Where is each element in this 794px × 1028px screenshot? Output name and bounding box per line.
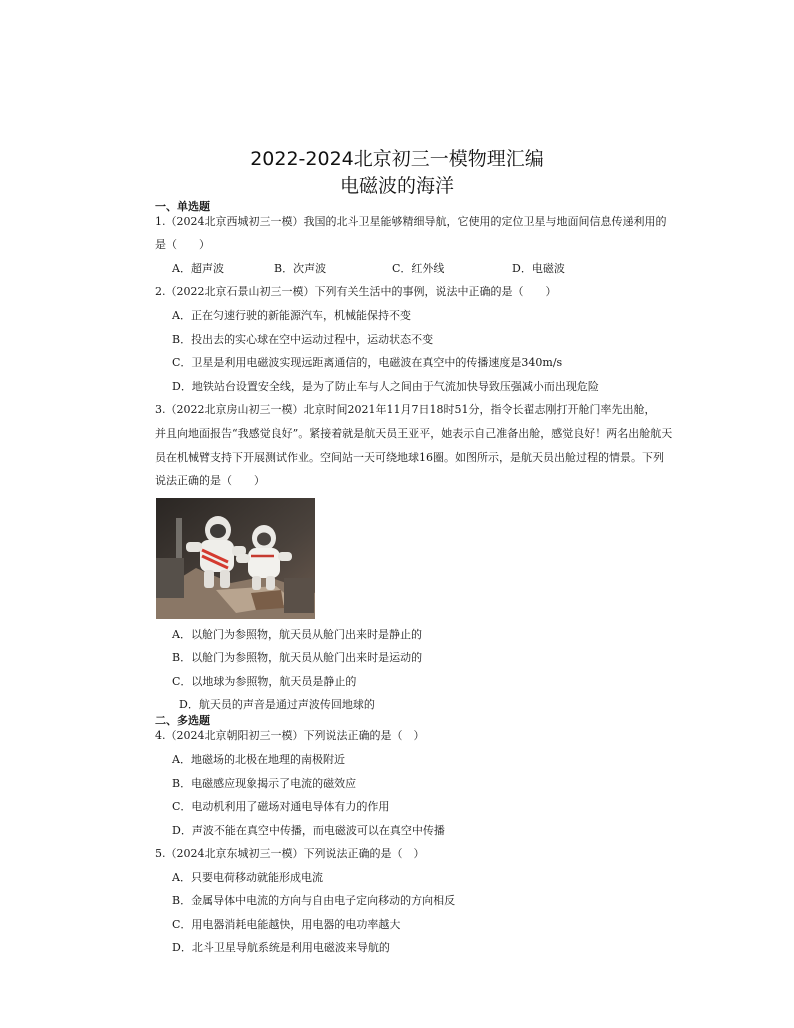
option-c: C．红外线 (392, 262, 445, 275)
question-4-option-d: D．声波不能在真空中传播，而电磁波可以在真空中传播 (172, 824, 445, 837)
option-a: A．超声波 (172, 262, 224, 275)
document-subtitle: 电磁波的海洋 (339, 175, 454, 197)
question-4-stem: 4.（2024北京朝阳初三一模）下列说法正确的是（ ） (155, 729, 425, 742)
question-2-option-b: B．投出去的实心球在空中运动过程中，运动状态不变 (172, 333, 434, 346)
question-3-option-b: B．以舱门为参照物，航天员从舱门出来时是运动的 (172, 651, 423, 664)
question-3-option-d: D．航天员的声音是通过声波传回地球的 (179, 698, 375, 711)
option-d: D．电磁波 (512, 262, 565, 275)
question-1-line-2: 是（ ） (155, 238, 210, 251)
question-4-option-a: A．地磁场的北极在地理的南极附近 (172, 753, 345, 766)
question-5-option-b: B．金属导体中电流的方向与自由电子定向移动的方向相反 (172, 894, 456, 907)
astronaut-illustration (156, 498, 315, 619)
question-1-options (172, 261, 592, 277)
question-3-line-3: 员在机械臂支持下开展测试作业。空间站一天可绕地球16圈。如图所示，是航天员出舱过程的情景。下列 (155, 451, 664, 464)
question-2-stem: 2.（2022北京石景山初三一模）下列有关生活中的事例，说法中正确的是（ ） (155, 285, 557, 298)
option-b: B．次声波 (274, 262, 327, 275)
question-5-option-a: A．只要电荷移动就能形成电流 (172, 871, 323, 884)
question-4-option-b: B．电磁感应现象揭示了电流的磁效应 (172, 777, 357, 790)
question-3-option-c: C．以地球为参照物，航天员是静止的 (172, 675, 357, 688)
question-5-stem: 5.（2024北京东城初三一模）下列说法正确的是（ ） (155, 847, 425, 860)
question-2-option-a: A．正在匀速行驶的新能源汽车，机械能保持不变 (172, 309, 411, 322)
question-3-option-a: A．以舱门为参照物，航天员从舱门出来时是静止的 (172, 628, 422, 641)
question-5-option-c: C．用电器消耗电能越快，用电器的电功率越大 (172, 918, 401, 931)
question-2-option-c: C．卫星是利用电磁波实现远距离通信的，电磁波在真空中的传播速度是340m/s (172, 356, 563, 369)
question-4-option-c: C．电动机利用了磁场对通电导体有力的作用 (172, 800, 390, 813)
document-title: 2022-2024北京初三一模物理汇编 (250, 148, 544, 170)
astronaut-spacewalk-photo (156, 498, 315, 619)
section-heading-single: 一、单选题 (155, 200, 210, 213)
question-1-line-1: 1.（2024北京西城初三一模）我国的北斗卫星能够精细导航，它使用的定位卫星与地面间信息传递利用的 (155, 215, 667, 228)
question-3-line-2: 并且向地面报告“我感觉良好”。紧接着就是航天员王亚平，她表示自己准备出舱，感觉良好！两名出舱航天 (155, 427, 673, 440)
question-2-option-d: D．地铁站台设置安全线，是为了防止车与人之间由于气流加快导致压强减小而出现危险 (172, 380, 599, 393)
section-heading-multi: 二、多选题 (155, 714, 210, 727)
question-3-line-1: 3.（2022北京房山初三一模）北京时间2021年11月7日18时51分，指令长翟志刚打开舱门率先出舱， (155, 403, 656, 416)
question-3-line-4: 说法正确的是（ ） (155, 474, 265, 487)
question-5-option-d: D．北斗卫星导航系统是利用电磁波来导航的 (172, 941, 390, 954)
